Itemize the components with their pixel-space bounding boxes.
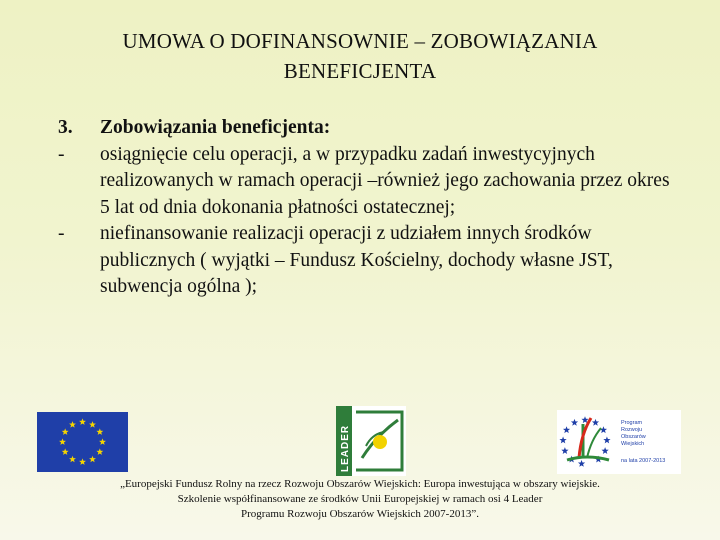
footer-line-1: „Europejski Fundusz Rolny na rzecz Rozwoju Obszarów Wiejskich: Europa inwestująca w obszary wiejskie.: [120, 478, 600, 490]
prow-logo-icon: [557, 410, 681, 474]
list-item: [58, 221, 678, 301]
footer-note: [0, 477, 720, 522]
list-item: [58, 142, 678, 222]
footer-line-3: Programu Rozwoju Obszarów Wiejskich 2007-2013”.: [241, 508, 479, 520]
list-bullet: -: [58, 223, 65, 244]
leader-logo-text: LEADER: [340, 424, 351, 472]
prow-years-text: na lata 2007-2013: [621, 458, 666, 464]
section-number: 3.: [58, 117, 73, 138]
section-heading: Zobowiązania beneficjenta:: [100, 117, 331, 138]
title-line-1: UMOWA O DOFINANSOWNIE – ZOBOWIĄZANIA: [122, 29, 598, 53]
prow-name-text: Program Rozwoju Obszarów Wiejskich: [621, 420, 646, 447]
obligations-heading-row: [58, 115, 678, 142]
list-item-text: niefinansowanie realizacji operacji z udziałem innych środków publicznych ( wyjątki – Fundusz Kościelny, dochody własne JST, subwencja ogólna );: [100, 223, 613, 297]
slide-title: [0, 26, 720, 86]
leader-logo-icon: [336, 406, 406, 476]
list-item-text: osiągnięcie celu operacji, a w przypadku zadań inwestycyjnych realizowanych w ramach operacji –również jego zachowania przez okres 5 lat od dnia dokonania płatności ostatecznej;: [100, 143, 670, 218]
eu-flag-icon: [37, 412, 128, 472]
obligations-list: [58, 115, 678, 301]
list-bullet: -: [58, 143, 65, 165]
footer-line-2: Szkolenie współfinansowane ze środków Unii Europejskiej w ramach osi 4 Leader: [177, 493, 543, 505]
title-line-2: BENEFICJENTA: [283, 59, 437, 83]
logo-strip: [0, 410, 720, 472]
